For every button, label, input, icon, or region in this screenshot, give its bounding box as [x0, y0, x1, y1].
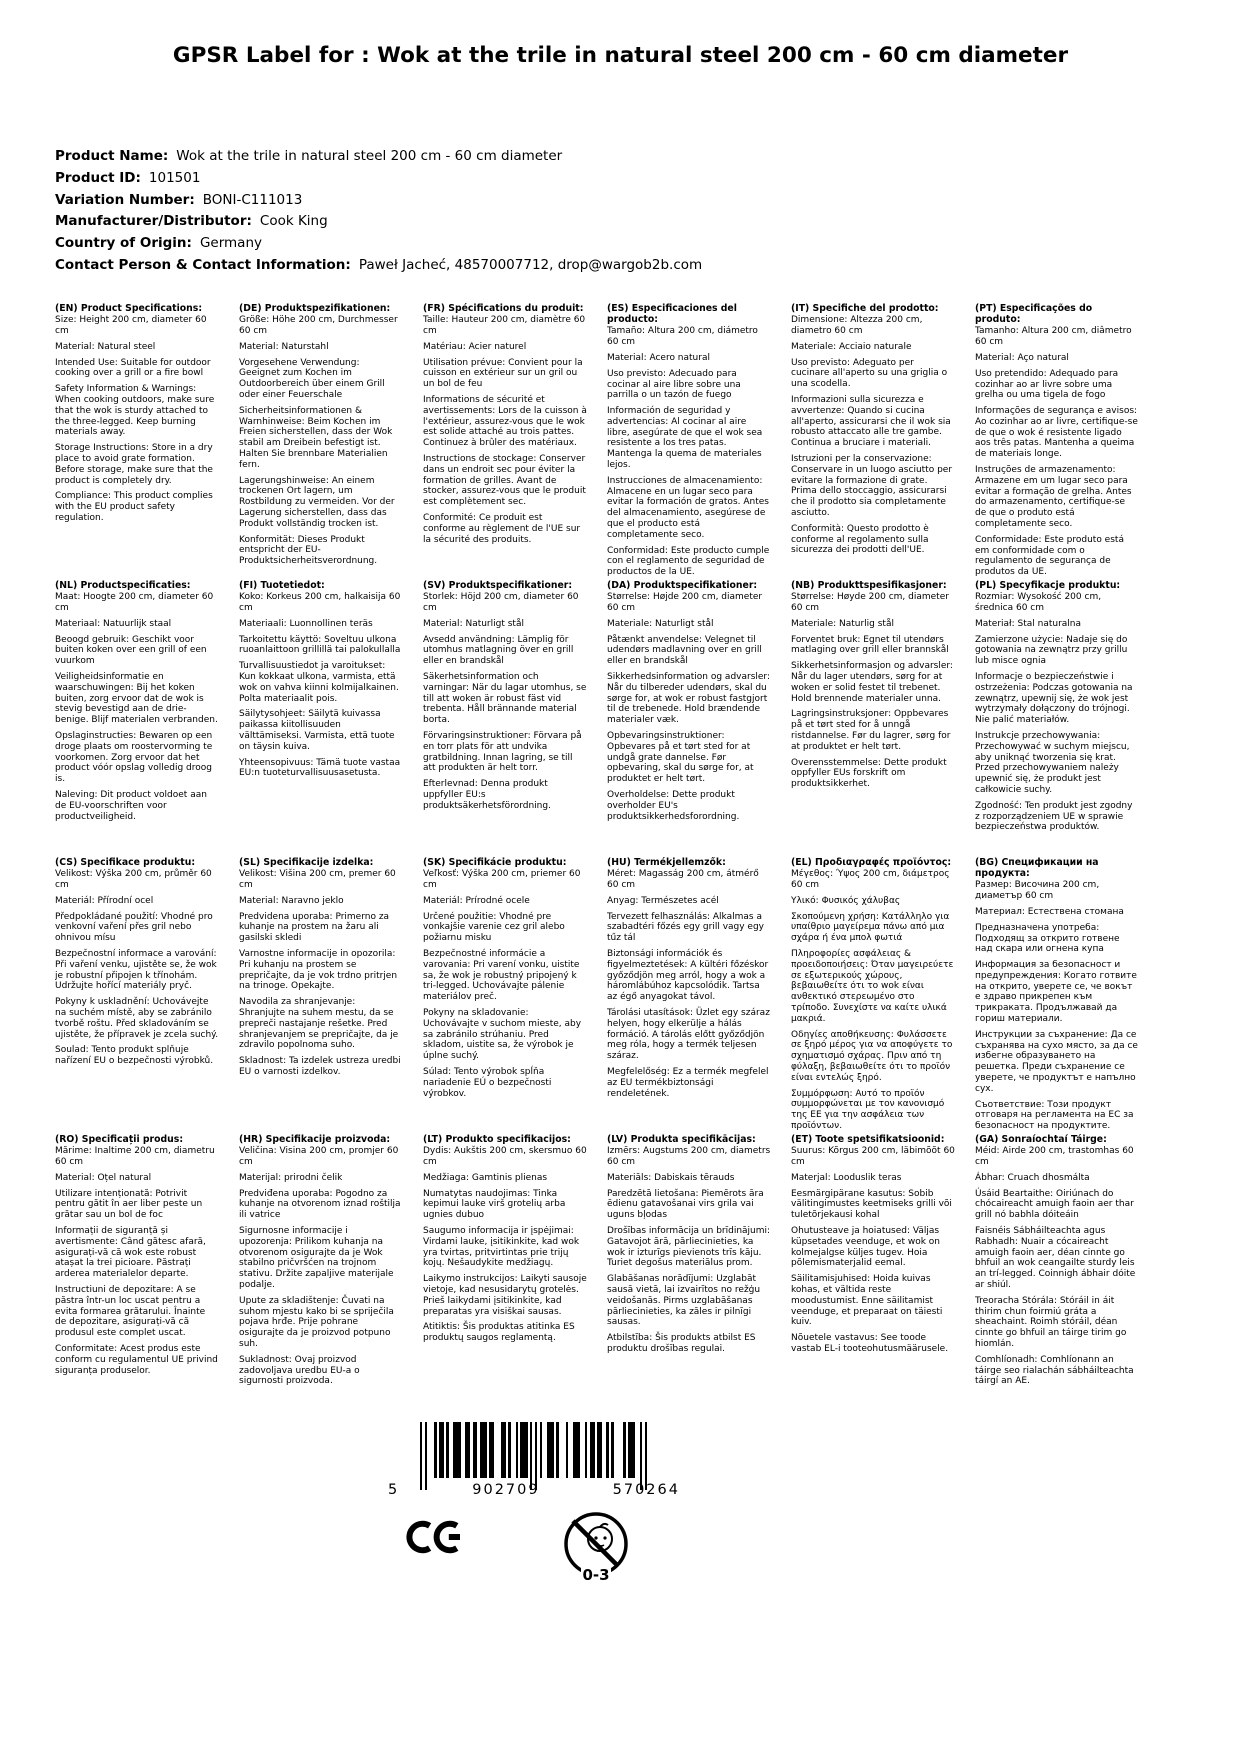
- spec-paragraph: Yhteensopivuus: Tämä tuote vastaa EU:n tuoteturvallisuusasetusta.: [239, 757, 401, 779]
- spec-paragraph: Upute za skladištenje: Čuvati na suhom mjestu kako bi se spriječila pojava hrđe. Prije pohrane osigurajte da je proizvod potpuno suh.: [239, 1295, 394, 1349]
- spec-paragraph: Instruções de armazenamento: Armazene em um lugar seco para evitar a formação de grelha. Antes do armazenamento, certifique-se de que o produto está completamente seco.: [975, 465, 1132, 530]
- spec-block-el: [791, 857, 961, 1134]
- spec-paragraph: Soulad: Tento produkt splňuje nařízení EU o bezpečnosti výrobků.: [55, 1045, 214, 1067]
- spec-heading: (GA) Sonraíochtaí Táirge:: [975, 1134, 1107, 1145]
- spec-paragraph: Bezpečnostné informácie a varovania: Pri varení vonku, uistite sa, že wok je robustný pripojený k tri-legged. Uchovávajte pálenie materiálov preč.: [423, 948, 580, 1003]
- spec-paragraph: Material: Aço natural: [975, 352, 1069, 363]
- spec-paragraph: Instructiuni de depozitare: A se păstra într-un loc uscat pentru a evita formarea grătarului. Înainte de depozitare, asigurați-vă că produsul este complet uscat.: [55, 1284, 206, 1339]
- spec-block-en: [55, 303, 225, 580]
- spec-paragraph: Størrelse: Høyde 200 cm, diameter 60 cm: [791, 592, 949, 613]
- product-info-label: Product ID:: [55, 169, 141, 186]
- spec-paragraph: Tamanho: Altura 200 cm, diâmetro 60 cm: [975, 326, 1132, 348]
- spec-paragraph: Beoogd gebruik: Geschikt voor buiten koken over een grill of een vuurkom: [55, 634, 207, 667]
- spec-heading: (SK) Špecifikácie produktu:: [423, 857, 567, 868]
- spec-paragraph: Overensstemmelse: Dette produkt oppfyller EUs forskrift om produktsikkerhet.: [791, 757, 947, 790]
- product-info-label: Product Name:: [55, 148, 169, 164]
- spec-block-cs: [55, 857, 225, 1134]
- spec-paragraph: Размер: Височина 200 cm, диаметър 60 cm: [975, 880, 1100, 902]
- spec-paragraph: Varnostne informacije in opozorila: Pri kuhanju na prostem se prepričajte, da je vok trdno pritrjen na trinoge. Opekajte.: [239, 948, 398, 992]
- spec-paragraph: Lagringsinstruksjoner: Oppbevares på et tørt sted for å unngå ristdannelse. Før du lagrer, sørg for at produktet er helt tørt.: [791, 709, 951, 752]
- spec-paragraph: Avsedd användning: Lämplig för utomhus matlagning över en grill eller en brandskål: [423, 634, 574, 667]
- spec-paragraph: Sikkerhetsinformasjon og advarsler: Når du lager utendørs, sørg for at woken er solid festet til trebenet. Hold brennende materialer unna.: [791, 661, 953, 704]
- spec-paragraph: Naleving: Dit product voldoet aan de EU-voorschriften voor productveiligheid.: [55, 789, 207, 822]
- spec-paragraph: Taille: Hauteur 200 cm, diamètre 60 cm: [423, 315, 586, 336]
- spec-block-sk: [423, 857, 593, 1134]
- spec-paragraph: Maat: Hoogte 200 cm, diameter 60 cm: [55, 592, 214, 613]
- spec-block-nl: [55, 580, 225, 857]
- spec-heading: (BG) Спецификации на продукта:: [975, 857, 1099, 880]
- spec-heading: (PL) Specyfikacje produktu:: [975, 580, 1121, 591]
- spec-heading: (DA) Produktspecifikationer:: [607, 580, 758, 591]
- spec-paragraph: Tamaño: Altura 200 cm, diámetro 60 cm: [607, 326, 758, 348]
- spec-block-lv: [607, 1134, 777, 1411]
- spec-paragraph: Pokyny k uskladnění: Uchovávejte na suchém místě, aby se zabránilo tvorbě roštu. Před skladováním se ujistěte, že přípravek je zcela suchý.: [55, 997, 219, 1040]
- spec-paragraph: Opslaginstructies: Bewaren op een droge plaats om roostervorming te voorkomen. Zorg ervoor dat het product vóór opslag volledig droog is.: [55, 730, 213, 785]
- spec-paragraph: Съответствие: Този продукт отговаря на регламента на ЕС за безопасност на продуктите.: [975, 1099, 1134, 1132]
- spec-paragraph: Materjal: Looduslik teras: [791, 1172, 902, 1183]
- spec-block-sl: [239, 857, 409, 1134]
- spec-paragraph: Предназначена употреба: Подходящ за открито готвене над скара или огнена купа: [975, 922, 1120, 955]
- spec-paragraph: Eesmärgipärane kasutus: Sobib välitingimustes keetmiseks grilli või tuletõrjekausi kohal: [791, 1188, 952, 1221]
- spec-paragraph: Pokyny na skladovanie: Uchovávajte v suchom mieste, aby sa zabránilo strúhaniu. Pred skladom, uistite sa, že výrobok je úplne suchý.: [423, 1007, 582, 1062]
- spec-paragraph: Instructions de stockage: Conserver dans un endroit sec pour éviter la formation de grilles. Avant de stocker, assurez-vous que le produit est complètement sec.: [423, 453, 586, 508]
- spec-paragraph: Storage Instructions: Store in a dry place to avoid grate formation. Before storage, make sure that the product is completely dry.: [55, 443, 213, 486]
- spec-paragraph: Größe: Höhe 200 cm, Durchmesser 60 cm: [239, 315, 398, 336]
- spec-paragraph: Storlek: Höjd 200 cm, diameter 60 cm: [423, 592, 579, 613]
- spec-paragraph: Izmērs: Augstums 200 cm, diametrs 60 cm: [607, 1146, 771, 1167]
- spec-paragraph: Σκοπούμενη χρήση: Κατάλληλο για υπαίθριο μαγείρεμα πάνω από μια σχάρα ή ένα μπολ φωτιά: [791, 911, 950, 944]
- spec-block-es: [607, 303, 777, 580]
- spec-paragraph: Conformidad: Este producto cumple con el reglamento de seguridad de productos de la UE.: [607, 545, 770, 578]
- spec-paragraph: Zgodność: Ten produkt jest zgodny z rozporządzeniem UE w sprawie bezpieczeństwa produktów.: [975, 800, 1133, 833]
- spec-paragraph: Instrucciones de almacenamiento: Almacene en un lugar seco para evitar la formación de gratos. Antes del almacenamiento, asegúrese de que el producto está completamente seco.: [607, 475, 769, 540]
- product-info-label: Country of Origin:: [55, 235, 192, 252]
- spec-paragraph: Størrelse: Højde 200 cm, diameter 60 cm: [607, 592, 763, 613]
- spec-paragraph: Påtænkt anvendelse: Velegnet til udendørs madlavning over en grill eller en brandskål: [607, 634, 762, 667]
- spec-paragraph: Informacje o bezpieczeństwie i ostrzeżenia: Podczas gotowania na zewnątrz, upewnij się, że wok jest wytrzymały dołączony do trójnogi. Nie palić materiałów.: [975, 671, 1133, 726]
- product-info-row: [55, 211, 1201, 233]
- spec-heading: (LT) Produkto specifikacijos:: [423, 1134, 571, 1145]
- spec-paragraph: Informazioni sulla sicurezza e avvertenze: Quando si cucina all'aperto, assicurarsi che il wok sia robusto attaccato alle tre gambe. Continua a bruciare i materiali.: [791, 394, 951, 449]
- spec-paragraph: Mărime: Inaltime 200 cm, diametru 60 cm: [55, 1146, 215, 1167]
- spec-paragraph: Material: Acero natural: [607, 352, 710, 363]
- spec-paragraph: Megfelelőség: Ez a termék megfelel az EU termékbiztonsági rendeletének.: [607, 1066, 769, 1099]
- spec-paragraph: Οδηγίες αποθήκευσης: Φυλάσσετε σε ξηρό μέρος για να αποφύγετε το σχηματισμό σχάρας. Πριν από τη φύλαξη, βεβαιωθείτε ότι το προϊόν είναι εντελώς ξηρό.: [791, 1029, 953, 1083]
- ce-mark-icon: [404, 1518, 468, 1560]
- spec-paragraph: Ábhar: Cruach dhosmálta: [975, 1172, 1090, 1183]
- spec-block-et: [791, 1134, 961, 1411]
- spec-paragraph: Material: Natural steel: [55, 341, 156, 352]
- spec-paragraph: Saugumo informacija ir įspėjimai: Virdami lauke, įsitikinkite, kad wok yra tvirtas, pritvirtintas prie trijų kojų. Nešaudykite medžiagų.: [423, 1225, 580, 1269]
- spec-paragraph: Förvaringsinstruktioner: Förvara på en torr plats för att undvika gratbildning. Innan lagring, se till att produkten är helt torr.: [423, 730, 582, 774]
- spec-paragraph: Vorgesehene Verwendung: Geeignet zum Kochen im Outdoorbereich über einem Grill oder einer Feuerschale: [239, 357, 385, 400]
- spec-paragraph: Conformitate: Acest produs este conform cu regulamentul UE privind siguranța produselor.: [55, 1343, 218, 1376]
- spec-paragraph: Sikkerhedsinformation og advarsler: Når du tilbereder udendørs, skal du sørge for, at wok er robust fastgjort til de trebenede. Hold brændende materialer væk.: [607, 671, 770, 726]
- spec-paragraph: Informații de siguranță și avertismente: Când gătesc afară, asigurați-vă că wok este robust atașat la trei picioare. Păstrați arderea materialelor departe.: [55, 1225, 206, 1280]
- spec-paragraph: Předpokládané použití: Vhodné pro venkovní vaření přes gril nebo ohnivou mísu: [55, 911, 213, 944]
- spec-paragraph: Material: Naturstahl: [239, 341, 329, 352]
- spec-paragraph: Информация за безопасност и предупреждения: Когато готвите на открито, уверете се, че вокът е здраво прикрепен към трикраката. Продължавай да гориш материали.: [975, 960, 1137, 1025]
- spec-paragraph: Suurus: Kõrgus 200 cm, läbimõõt 60 cm: [791, 1146, 955, 1167]
- spec-paragraph: Opbevaringsinstruktioner: Opbevares på et tørt sted for at undgå grate dannelse. Før opbevaring, skal du sørge for, at produktet er helt tørt.: [607, 730, 754, 785]
- spec-paragraph: Información de seguridad y advertencias: Al cocinar al aire libre, asegúrate de que el wok sea resistente a los tres patas. Mantenga la quema de materiales lejos.: [607, 406, 763, 471]
- spec-heading: (RO) Specificații produs:: [55, 1134, 184, 1145]
- barcode-left-digit: 5: [388, 1482, 400, 1498]
- spec-paragraph: Dydis: Aukštis 200 cm, skersmuo 60 cm: [423, 1146, 587, 1167]
- spec-heading: (LV) Produkta specifikācijas:: [607, 1134, 756, 1145]
- spec-paragraph: Predviđena uporaba: Pogodno za kuhanje na otvorenom iznad roštilja ili vatrice: [239, 1188, 401, 1221]
- age-warning-label: 0-3: [582, 1566, 610, 1584]
- spec-paragraph: Dimensione: Altezza 200 cm, diametro 60 cm: [791, 315, 923, 336]
- spec-heading: (IT) Specifiche del prodotto:: [791, 303, 939, 314]
- spec-paragraph: Veiligheidsinformatie en waarschuwingen: Bij het koken buiten, zorg ervoor dat de wok is stevig bevestigd aan de drie-benige. Blijf materialen verbranden.: [55, 671, 218, 726]
- spec-paragraph: Utilizare intenționată: Potrivit pentru gătit în aer liber peste un grătar sau un bol de foc: [55, 1188, 203, 1221]
- spec-paragraph: Intended Use: Suitable for outdoor cooking over a grill or a fire bowl: [55, 357, 211, 379]
- spec-heading: (EN) Product Specifications:: [55, 303, 203, 314]
- product-info: [55, 146, 1201, 277]
- spec-paragraph: Material: Naturligt stål: [423, 618, 524, 629]
- spec-paragraph: Úsáid Beartaithe: Oiriúnach do chócaireacht amuigh faoin aer thar grill nó babhla dóiteáin: [975, 1188, 1134, 1221]
- product-info-label: Variation Number:: [55, 191, 195, 208]
- spec-paragraph: Uso pretendido: Adequado para cozinhar ao ar livre sobre uma grelha ou uma tigela de fogo: [975, 368, 1119, 401]
- product-info-value: Germany: [199, 235, 262, 252]
- spec-grid: [55, 303, 1145, 1411]
- spec-paragraph: Materiál: Prírodné ocele: [423, 895, 530, 906]
- spec-paragraph: Μέγεθος: Ύψος 200 cm, διάμετρος 60 cm: [791, 869, 950, 890]
- spec-heading: (FR) Spécifications du produit:: [423, 303, 584, 314]
- spec-paragraph: Size: Height 200 cm, diameter 60 cm: [55, 315, 207, 336]
- spec-paragraph: Material: Oțel natural: [55, 1172, 152, 1183]
- spec-paragraph: Konformität: Dieses Produkt entspricht der EU-Produktsicherheitsverordnung.: [239, 534, 378, 567]
- spec-paragraph: Sicherheitsinformationen & Warnhinweise: Beim Kochen im Freien sicherstellen, dass der Wok stabil am Dreibein befestigt ist. Halten Sie brennbare Materialien fern.: [239, 405, 393, 470]
- spec-paragraph: Υλικό: Φυσικός χάλυβας: [791, 895, 901, 906]
- product-info-value: 101501: [148, 169, 201, 186]
- spec-paragraph: Turvallisuustiedot ja varoitukset: Kun kokkaat ulkona, varmista, että wok on vahva kiinni kolmijalkainen. Polta materiaalit pois.: [239, 661, 399, 704]
- spec-paragraph: Predvidena uporaba: Primerno za kuhanje na prostem na žaru ali gasilski skledi: [239, 911, 390, 944]
- spec-paragraph: Efterlevnad: Denna produkt uppfyller EU:s produktsäkerhetsförordning.: [423, 779, 551, 811]
- spec-paragraph: Overholdelse: Dette produkt overholder EU's produktsikkerhedsforordning.: [607, 789, 740, 822]
- spec-heading: (CS) Specifikace produktu:: [55, 857, 196, 868]
- spec-block-sv: [423, 580, 593, 857]
- spec-paragraph: Compliance: This product complies with the EU product safety regulation.: [55, 491, 213, 523]
- spec-paragraph: Velikost: Višina 200 cm, premer 60 cm: [239, 869, 396, 890]
- spec-block-pt: [975, 303, 1145, 580]
- spec-heading: (SV) Produktspecifikationer:: [423, 580, 573, 591]
- spec-heading: (PT) Especificações do produto:: [975, 303, 1093, 326]
- spec-heading: (HR) Specifikacije proizvoda:: [239, 1134, 391, 1145]
- spec-paragraph: Veľkosť: Výška 200 cm, priemer 60 cm: [423, 869, 581, 890]
- spec-heading: (DE) Produktspezifikationen:: [239, 303, 391, 314]
- spec-paragraph: Materiál: Přírodní ocel: [55, 895, 154, 906]
- spec-paragraph: Koko: Korkeus 200 cm, halkaisija 60 cm: [239, 592, 401, 613]
- spec-paragraph: Material: Naravno jeklo: [239, 895, 344, 906]
- product-info-row: [55, 190, 1201, 212]
- spec-paragraph: Materiale: Naturlig stål: [791, 618, 894, 629]
- spec-paragraph: Materiale: Naturligt stål: [607, 618, 714, 629]
- spec-heading: (NB) Produkttspesifikasjoner:: [791, 580, 947, 591]
- spec-paragraph: Tarkoitettu käyttö: Soveltuu ulkona ruoanlaittoon grillillä tai palokullalla: [239, 634, 401, 656]
- spec-paragraph: Veličina: Visina 200 cm, promjer 60 cm: [239, 1146, 399, 1167]
- spec-paragraph: Safety Information & Warnings: When cooking outdoors, make sure that the wok is sturdy attached to the three-legged. Keep burning materials away.: [55, 384, 215, 438]
- spec-paragraph: Conformidade: Este produto está em conformidade com o regulamento de segurança de produtos da UE.: [975, 534, 1124, 578]
- product-info-row: [55, 168, 1201, 190]
- spec-paragraph: Инструкции за съхранение: Да се съхранява на сухо място, за да се избегне образуването на решетка. Преди съхранение се уверете, че продуктът е напълно сух.: [975, 1029, 1138, 1094]
- spec-paragraph: Uso previsto: Adeguato per cucinare all'aperto su una griglia o una scodella.: [791, 357, 948, 390]
- spec-block-de: [239, 303, 409, 580]
- spec-block-pl: [975, 580, 1145, 857]
- product-info-row: [55, 255, 1201, 277]
- spec-heading: (HU) Termékjellemzők:: [607, 857, 726, 868]
- spec-paragraph: Treoracha Stórála: Stóráil in áit thirim chun foirmiú gráta a sheachaint. Roimh stóráil, déan cinnte go bhfuil an táirge tirim go hiomlán.: [975, 1295, 1127, 1349]
- product-info-value: Cook King: [259, 213, 328, 230]
- spec-paragraph: Tárolási utasítások: Üzlet egy száraz helyen, hogy elkerülje a hálás formáció. A tárolás előtt győződjön meg róla, hogy a termék teljesen száraz.: [607, 1007, 770, 1062]
- spec-paragraph: Navodila za shranjevanje: Shranjujte na suhem mestu, da se prepreči nastajanje rešetke. Pred shranjevanjem se prepričajte, da je zdravilo popolnoma suho.: [239, 997, 399, 1051]
- spec-paragraph: Určené použitie: Vhodné pre vonkajšie varenie cez gril alebo požiarnu misku: [423, 911, 565, 944]
- spec-paragraph: Säilytysohjeet: Säilytä kuivassa paikassa kiitollisuuden välttämiseksi. Varmista, että tuote on täysin kuiva.: [239, 709, 395, 752]
- spec-paragraph: Materiale: Acciaio naturale: [791, 341, 912, 352]
- spec-paragraph: Drošības informācija un brīdinājumi: Gatavojot ārā, pārliecinieties, ka wok ir izturīgs pievienots trīs kāju. Turiet degošus materiālus prom.: [607, 1225, 771, 1269]
- product-info-label: Manufacturer/Distributor:: [55, 213, 252, 230]
- spec-paragraph: Numatytas naudojimas: Tinka kepimui lauke virš grotelių arba ugnies dubuo: [423, 1188, 566, 1221]
- spec-paragraph: Matériau: Acier naturel: [423, 341, 527, 352]
- product-info-row: [55, 146, 1201, 168]
- spec-block-fi: [239, 580, 409, 857]
- spec-paragraph: Skladnost: Ta izdelek ustreza uredbi EU o varnosti izdelkov.: [239, 1056, 401, 1077]
- spec-paragraph: Atitiktis: Šis produktas atitinka ES produktų saugos reglamentą.: [423, 1322, 575, 1344]
- spec-block-it: [791, 303, 961, 580]
- spec-heading: (FI) Tuotetiedot:: [239, 580, 325, 591]
- spec-paragraph: Sukladnost: Ovaj proizvod zadovoljava uredbu EU-a o sigurnosti proizvoda.: [239, 1354, 360, 1387]
- spec-block-ro: [55, 1134, 225, 1411]
- spec-paragraph: Συμμόρφωση: Αυτό το προϊόν συμμορφώνεται με τον κανονισμό της ΕΕ για την ασφάλεια των προϊόντων.: [791, 1088, 945, 1131]
- barcode-digits: [388, 1482, 680, 1498]
- spec-paragraph: Materiaal: Natuurlijk staal: [55, 618, 172, 629]
- spec-paragraph: Laikymo instrukcijos: Laikyti sausoje vietoje, kad nesusidarytų grotelės. Prieš laikydami įsitikinkite, kad preparatas yra visiškai sausas.: [423, 1274, 587, 1317]
- spec-heading: (EL) Προδιαγραφές προϊόντος:: [791, 857, 952, 868]
- spec-paragraph: Instrukcje przechowywania: Przechowywać w suchym miejscu, aby uniknąć tworzenia się krat. Przed przechowywaniem należy upewnić się, że produkt jest całkowicie suchy.: [975, 730, 1130, 795]
- spec-paragraph: Uso previsto: Adecuado para cocinar al aire libre sobre una parrilla o un tazón de fuego: [607, 368, 741, 401]
- spec-paragraph: Materijal: prirodni čelik: [239, 1172, 343, 1183]
- barcode-group2: 570264: [612, 1482, 680, 1498]
- spec-paragraph: Informações de segurança e avisos: Ao cozinhar ao ar livre, certifique-se de que o wok é resistente ligado aos três patas. Mantenha a queima de materiais longe.: [975, 406, 1138, 460]
- spec-paragraph: Medžiaga: Gamtinis plienas: [423, 1172, 548, 1183]
- age-warning-icon: [558, 1508, 634, 1594]
- spec-paragraph: Biztonsági információk és figyelmeztetések: A kültéri főzéskor győződjön meg arról, hogy a wok a háromlábúhoz kapcsolódik. Tartsa az égő anyagokat távol.: [607, 948, 769, 1003]
- product-info-value: BONI-C111013: [202, 191, 303, 208]
- spec-paragraph: Paredzētā lietošana: Piemērots āra ēdienu gatavošanai virs grila vai uguns bļodas: [607, 1188, 764, 1221]
- spec-heading: (ES) Especificaciones del producto:: [607, 303, 737, 326]
- spec-paragraph: Bezpečnostní informace a varování: Při vaření venku, ujistěte se, že wok je robustní připojen k třínohám. Udržujte hořící materiály pryč.: [55, 948, 217, 992]
- spec-paragraph: Zamierzone użycie: Nadaje się do gotowania na zewnątrz przy grillu lub misce ognia: [975, 634, 1128, 667]
- spec-paragraph: Glabāšanas norādījumi: Uzglabāt sausā vietā, lai izvairītos no režģu veidošanās. Pirms uzglabāšanas pārliecinieties, ka zāles ir pilnīgi sausas.: [607, 1274, 761, 1328]
- spec-block-da: [607, 580, 777, 857]
- page-title: GPSR Label for : Wok at the trile in natural steel 200 cm - 60 cm diameter: [172, 43, 1069, 68]
- spec-paragraph: Säkerhetsinformation och varningar: När du lagar utomhus, se till att woken är robust fäst vid trebenta. Håll brännande material borta.: [423, 671, 587, 726]
- spec-paragraph: Anyag: Természetes acél: [607, 895, 719, 906]
- spec-paragraph: Comhlíonadh: Comhlíonann an táirge seo rialachán sábháilteachta táirgí an AE.: [975, 1354, 1134, 1387]
- spec-paragraph: Säilitamisjuhised: Hoida kuivas kohas, et vältida reste moodustumist. Enne säilitamist veenduge, et preparaat on täiesti kuiv.: [791, 1274, 943, 1328]
- spec-block-lt: [423, 1134, 593, 1411]
- spec-heading: (SL) Specifikacije izdelka:: [239, 857, 374, 868]
- product-info-value: Paweł Jacheć, 48570007712, drop@wargob2b.com: [358, 256, 703, 273]
- spec-paragraph: Informations de sécurité et avertissements: Lors de la cuisson à l'extérieur, assurez-vous que le wok est solide attaché au trois pattes. Continuez à brûler des matériaux.: [423, 394, 587, 449]
- spec-paragraph: Materiāls: Dabiskais tērauds: [607, 1172, 735, 1183]
- spec-paragraph: Rozmiar: Wysokość 200 cm, średnica 60 cm: [975, 592, 1102, 613]
- spec-paragraph: Tervezett felhasználás: Alkalmas a szabadtéri főzés egy grill vagy egy tűz tál: [607, 911, 765, 944]
- product-info-row: [55, 233, 1201, 255]
- spec-paragraph: Velikost: Výška 200 cm, průměr 60 cm: [55, 869, 212, 890]
- spec-heading: (ET) Toote spetsifikatsioonid:: [791, 1134, 945, 1145]
- spec-paragraph: Istruzioni per la conservazione: Conservare in un luogo asciutto per evitare la formazione di grate. Prima dello stoccaggio, assicurarsi che il prodotto sia completamente asciutto.: [791, 453, 953, 518]
- spec-block-nb: [791, 580, 961, 857]
- barcode-group1: 902709: [472, 1482, 540, 1498]
- spec-paragraph: Materiał: Stal naturalna: [975, 618, 1082, 629]
- spec-paragraph: Πληροφορίες ασφάλειας & προειδοποιήσεις: Όταν μαγειρεύετε σε εξωτερικούς χώρους, βεβαιωθείτε ότι το wok είναι ανθεκτικό στερεωμένο στο τρίποδο. Συνεχίστε να καίτε υλικά μακριά.: [791, 948, 954, 1024]
- spec-paragraph: Materiaali: Luonnollinen teräs: [239, 618, 373, 629]
- spec-paragraph: Utilisation prévue: Convient pour la cuisson en extérieur sur un gril ou un bol de feu: [423, 357, 583, 390]
- spec-paragraph: Súlad: Tento výrobok spĺňa nariadenie EÚ o bezpečnosti výrobkov.: [423, 1066, 552, 1099]
- spec-paragraph: Материал: Естествена стомана: [975, 906, 1124, 917]
- spec-paragraph: Forventet bruk: Egnet til utendørs matlaging over grill eller brannskål: [791, 634, 949, 656]
- spec-paragraph: Nõuetele vastavus: See toode vastab EL-i tooteohutusmäärusele.: [791, 1333, 949, 1354]
- spec-heading: (NL) Productspecificaties:: [55, 580, 191, 591]
- spec-paragraph: Méid: Airde 200 cm, trastomhas 60 cm: [975, 1146, 1134, 1167]
- spec-paragraph: Conformità: Questo prodotto è conforme al regolamento sulla sicurezza dei prodotti dell'UE.: [791, 523, 929, 556]
- spec-paragraph: Conformité: Ce produit est conforme au règlement de l'UE sur la sécurité des produits.: [423, 512, 581, 545]
- spec-block-fr: [423, 303, 593, 580]
- spec-block-hu: [607, 857, 777, 1134]
- spec-paragraph: Méret: Magasság 200 cm, átmérő 60 cm: [607, 869, 759, 890]
- spec-paragraph: Atbilstība: Šis produkts atbilst ES produktu drošības regulai.: [607, 1333, 756, 1354]
- spec-block-ga: [975, 1134, 1145, 1411]
- spec-block-hr: [239, 1134, 409, 1411]
- product-info-value: Wok at the trile in natural steel 200 cm - 60 cm diameter: [176, 148, 563, 164]
- spec-paragraph: Lagerungshinweise: An einem trockenen Ort lagern, um Rostbildung zu vermeiden. Vor der Lagerung sicherstellen, dass das Produkt vollständig trocken ist.: [239, 475, 395, 529]
- spec-paragraph: Ohutusteave ja hoiatused: Väljas küpsetades veenduge, et wok on kolmejalgse küljes tugev. Hoia põlemismaterjalid eemal.: [791, 1225, 940, 1269]
- product-info-label: Contact Person & Contact Information:: [55, 256, 351, 273]
- spec-block-bg: [975, 857, 1145, 1134]
- spec-paragraph: Faisnéis Sábháilteachta agus Rabhadh: Nuair a cócaireacht amuigh faoin aer, déan cinnte go bhfuil an wok ceangailte sturdy leis an trí-legged. Coinnigh ábhair dóite ar shiúl.: [975, 1225, 1136, 1290]
- spec-paragraph: Sigurnosne informacije i upozorenja: Prilikom kuhanja na otvorenom osigurajte da je Wok stabilno pričvršćen na trojnom stativu. Držite zapaljive materijale podalje.: [239, 1225, 394, 1290]
